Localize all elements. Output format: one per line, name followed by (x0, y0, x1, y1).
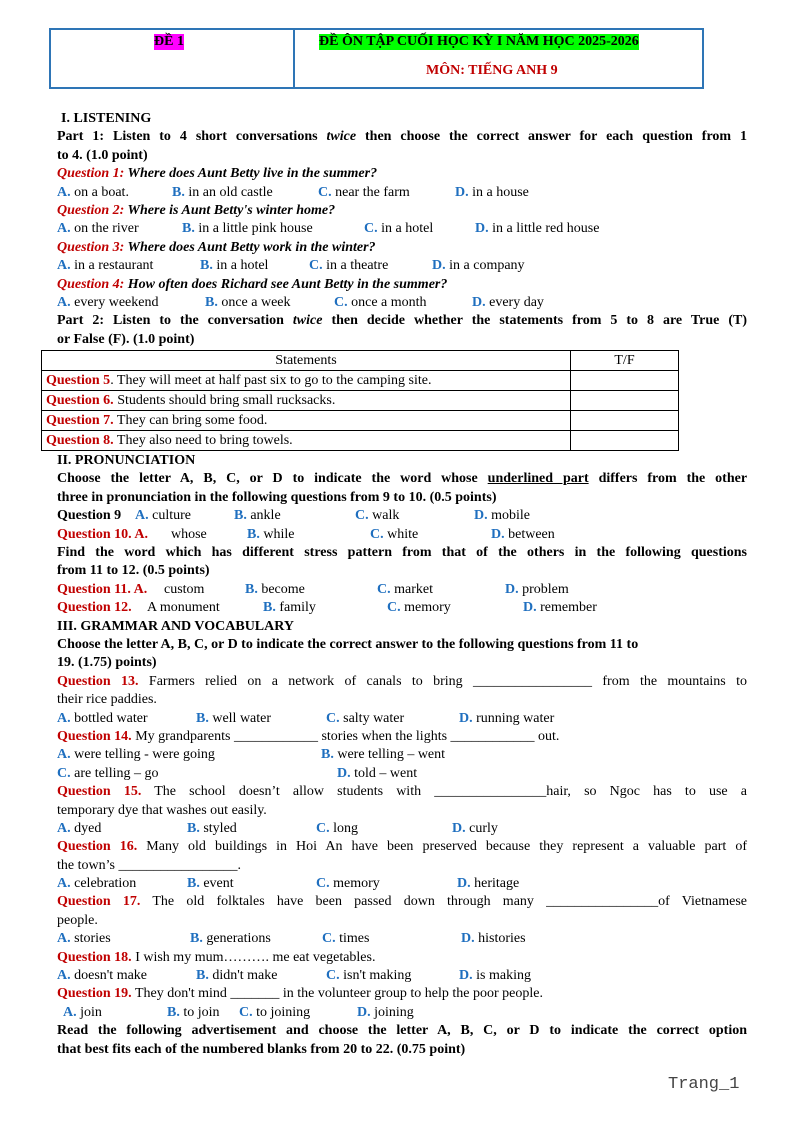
question-13-cont: their rice paddies. (57, 692, 157, 708)
answer-cell[interactable] (571, 411, 679, 431)
exam-title: ĐỀ ÔN TẬP CUỐI HỌC KỲ I NĂM HỌC 2025-2026 (319, 34, 639, 49)
grammar-instruction: Choose the letter A, B, C, or D to indicate the correct answer to the following questions from 11 to (57, 636, 639, 652)
question-16-cont: the town’s _________________. (57, 857, 241, 873)
question-14-options-ab: A. were telling - were going B. were telling – went (57, 747, 446, 763)
part2-instruction-cont: or False (F). (1.0 point) (57, 331, 195, 347)
exam-subject: MÔN: TIẾNG ANH 9 (426, 63, 558, 78)
section-pronunciation-title: II. PRONUNCIATION (57, 453, 196, 469)
question-15: Question 15. The school doesn’t allow students with ________________hair, so Ngoc has to use a (57, 784, 747, 800)
grammar-instruction-cont: 19. (1.75) points) (57, 655, 157, 671)
header-box (49, 28, 704, 89)
statement-cell: Question 5. They will meet at half past six to go to the camping site. (42, 371, 571, 391)
part2-instruction: Part 2: Listen to the conversation twice then decide whether the statements from 5 to 8 are True (T) (57, 313, 748, 329)
exam-content (46, 110, 748, 1059)
part1-instruction-cont: to 4. (1.0 point) (57, 147, 148, 163)
stress-instruction: Find the word which has different stress pattern from that of the others in the following questions (57, 545, 747, 561)
question-2: Question 2: Where is Aunt Betty's winter home? (57, 202, 336, 218)
question-16: Question 16. Many old buildings in Hoi An have been preserved because they represent a valuable part of (57, 839, 747, 855)
question-16-options: A. celebration B. event C. memory D. heritage (57, 876, 520, 892)
question-11: Question 11. A. custom B. become C. market D. problem (57, 581, 569, 597)
question-3: Question 3: Where does Aunt Betty work in the winter? (57, 239, 376, 255)
exam-number: ĐỀ 1 (154, 34, 184, 49)
table-row (42, 411, 679, 431)
table-header-statements: Statements (42, 351, 571, 371)
reading-instruction: Read the following advertisement and choose the letter A, B, C, or D to indicate the correct option (57, 1023, 747, 1039)
question-10: Question 10. A. whose B. while C. white D. between (57, 526, 555, 542)
question-2-options: A. on the river B. in a little pink house C. in a hotel D. in a little red house (57, 221, 600, 237)
question-19: Question 19. They don't mind _______ in the volunteer group to help the poor people. (57, 986, 543, 1002)
table-row (42, 371, 679, 391)
question-3-options: A. in a restaurant B. in a hotel C. in a theatre D. in a company (57, 258, 525, 274)
statement-cell: Question 7. They can bring some food. (42, 411, 571, 431)
question-18: Question 18. I wish my mum………. me eat vegetables. (57, 949, 376, 965)
table-header-tf: T/F (571, 351, 679, 371)
question-17-options: A. stories B. generations C. times D. histories (57, 931, 526, 947)
table-header-row (42, 351, 679, 371)
page-number: Trang_1 (668, 1075, 740, 1094)
table-row (42, 431, 679, 451)
answer-cell[interactable] (571, 391, 679, 411)
true-false-table (41, 350, 679, 451)
question-13-options: A. bottled water B. well water C. salty water D. running water (57, 710, 555, 726)
reading-instruction-cont: that best fits each of the numbered blanks from 20 to 22. (0.75 point) (57, 1041, 466, 1057)
stress-instruction-cont: from 11 to 12. (0.5 points) (57, 563, 210, 579)
question-14-options-cd: C. are telling – go D. told – went (57, 765, 418, 781)
question-14: Question 14. My grandparents ____________ stories when the lights ____________ out. (57, 728, 560, 744)
question-13: Question 13. Farmers relied on a network of canals to bring _________________ from the mountains to (57, 673, 747, 689)
question-1-options: A. on a boat. B. in an old castle C. near the farm D. in a house (57, 184, 529, 200)
table-row (42, 391, 679, 411)
question-15-options: A. dyed B. styled C. long D. curly (57, 820, 498, 836)
section-listening-title: I. LISTENING (61, 111, 152, 126)
question-4-options: A. every weekend B. once a week C. once a month D. every day (57, 294, 544, 310)
pronunciation-instruction: Choose the letter A, B, C, or D to indicate the word whose underlined part differs from the other (57, 471, 748, 487)
question-17-cont: people. (57, 912, 98, 928)
question-15-cont: temporary dye that washes out easily. (57, 802, 267, 818)
question-19-options: A. join B. to join C. to joining D. joining (63, 1004, 414, 1020)
question-18-options: A. doesn't make B. didn't make C. isn't making D. is making (57, 968, 531, 984)
question-4: Question 4: How often does Richard see Aunt Betty in the summer? (57, 276, 448, 292)
answer-cell[interactable] (571, 431, 679, 451)
part1-instruction: Part 1: Listen to 4 short conversations twice then choose the correct answer for each question from 1 (57, 129, 748, 145)
question-9: Question 9 A. culture B. ankle C. walk D. mobile (57, 508, 531, 524)
statement-cell: Question 6. Students should bring small rucksacks. (42, 391, 571, 411)
question-17: Question 17. The old folktales have been passed down through many ________________of Vietnamese (57, 894, 747, 910)
pronunciation-instruction-cont: three in pronunciation in the following questions from 9 to 10. (0.5 points) (57, 489, 497, 505)
section-grammar-title: III. GRAMMAR AND VOCABULARY (57, 618, 294, 634)
answer-cell[interactable] (571, 371, 679, 391)
header-divider (293, 30, 295, 87)
statement-cell: Question 8. They also need to bring towels. (42, 431, 571, 451)
question-1: Question 1: Where does Aunt Betty live in the summer? (57, 166, 378, 182)
question-12: Question 12. A monument B. family C. memory D. remember (57, 600, 597, 616)
